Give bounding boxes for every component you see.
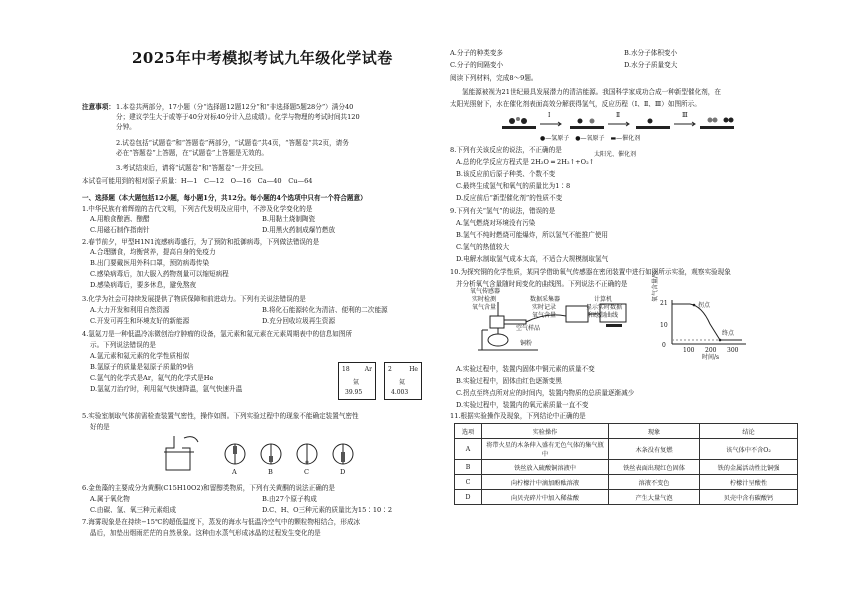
table-cell: 溶液不变色 (609, 475, 700, 490)
air-sample-label: 空气样品 (516, 325, 541, 332)
helium-mass: 4.003 (391, 389, 409, 396)
note-1a: 1.本卷共两部分，17小题（分“选择题12题12分”和“非选择题5题28分”）满分40 (116, 103, 354, 111)
table-cell: 铁丝表面出现红色固体 (609, 460, 700, 475)
chart-y10: 10 (660, 322, 668, 329)
chart-x100: 100 (683, 347, 695, 354)
q6-option-a: A.属于氧化物 (90, 495, 130, 503)
table-header: 结论 (700, 424, 798, 439)
q10-stem-1: 10.为探究铜的化学性质，某同学借助氧气传感器在密闭装置中进行如图所示实验，观察实验现象 (450, 268, 731, 276)
sensor-label-3: 氧气含量 (472, 304, 497, 311)
collector-label-2: 实时记录 (532, 304, 557, 311)
q6-option-d: D.C、H、O三种元素的质量比为15∶10∶2 (262, 506, 393, 514)
sensor-label-2: 实时检测 (472, 296, 497, 303)
table-cell: 柠檬汁呈酸性 (700, 475, 798, 490)
q8-option-d: D.反应前后“新型催化剂”的性质不变 (456, 194, 563, 202)
argon-number: 18 (342, 366, 350, 373)
helium-number: 2 (388, 366, 392, 373)
q9-option-b: B.氢气不纯时燃烧可能爆炸，所以氢气不能推广使用 (456, 231, 609, 239)
chart-x300: 300 (727, 347, 739, 354)
chart-y21: 21 (660, 300, 668, 307)
computer-label: 计算机 (594, 296, 613, 303)
chart-x200: 200 (705, 347, 717, 354)
q2-option-a: A.合理膳食，均衡营养，提高自身的免疫力 (90, 248, 216, 256)
table-header: 选项 (455, 424, 482, 439)
fig5-label-b: B (268, 468, 273, 476)
q2-stem: 2.春节前夕，甲型H1N1流感病毒盛行，为了预防和抵御病毒，下列做法错误的是 (82, 238, 320, 246)
fig5-label-c: C (304, 468, 310, 476)
q9-option-c: C.氢气的热值较大 (456, 243, 510, 251)
q8-option-b: B.该反应前后原子种类、个数不变 (456, 170, 556, 178)
q8-option-c: C.最终生成氢气和氧气的质量比为1∶8 (456, 182, 571, 190)
q9-option-d: D.电解水制取氢气成本太高，不适合大规模制取氢气 (456, 255, 609, 263)
table-cell: 铁丝放入硫酸铜溶液中 (482, 460, 609, 475)
table-row (455, 460, 798, 475)
q2-option-d: D.感染病毒后，要多休息，避免熬夜 (90, 281, 197, 289)
q4-option-b: B.氩原子的质量是氦原子质量的9倍 (90, 363, 194, 371)
q6-option-b: B.由27个原子构成 (262, 495, 317, 503)
collector-label-3: 氧气含量 (532, 312, 557, 319)
table-cell: 向贝壳碎片中加入稀盐酸 (482, 490, 609, 505)
table-cell: 产生大量气泡 (609, 490, 700, 505)
q4-option-c: C.氩气的化学式是Ar，氦气的化学式是He (90, 374, 214, 382)
q10-stem-2: 并分析氧气含量随时间变化的曲线图。下列说法不正确的是 (456, 280, 628, 288)
chart-xlabel: 时间/s (702, 354, 720, 361)
computer-label-3: 和绘制曲线 (588, 312, 619, 319)
q7-option-c: C.分子的间隔变小 (450, 61, 504, 69)
reading-prompt: 阅读下列材料，完成8～9题。 (450, 74, 538, 82)
q5-stem-1: 5.实验室制取气体前需检查装置气密性，操作如图。下列实验过程中的现象不能确定装置气密性 (82, 412, 359, 420)
q7-stem-1: 7.海雾现象是在持续−15℃的超低温度下，蒸发的海水与低温冷空气中的颗粒物相结合，形成冰 (82, 518, 361, 526)
helium-element-card (384, 362, 422, 400)
sensor-label: 氧气传感器 (470, 288, 501, 295)
table-cell: B (455, 460, 482, 475)
table-cell: 铁的金属活动性比铜强 (700, 460, 798, 475)
fig5-label-d: D (340, 468, 346, 476)
q3-option-a: A.大力开发和利用自然资源 (90, 306, 170, 314)
table-header: 实验操作 (482, 424, 609, 439)
q9-option-a: A.氢气燃烧对环境没有污染 (456, 219, 536, 227)
q8-condition: 太阳光、催化剂 (594, 151, 637, 158)
q9-stem: 9.下列有关“氢气”的说法，错误的是 (450, 207, 556, 215)
exam-title: 2025年中考模拟考试九年级化学试卷 (132, 49, 393, 67)
notes-label: 注意事项： (82, 103, 115, 111)
argon-element-card (338, 362, 376, 400)
helium-name: 氦 (399, 379, 406, 386)
reaction-legend: ●—氢原子 ●—氧原子 ▬—催化剂 (540, 135, 641, 142)
turning-point-label: 拐点 (698, 302, 711, 309)
q4-stem-1: 4.氩氦刀是一种低温冷冻微创治疗肿瘤的设备，氩元素和氦元素在元素周期表中的信息如图所 (82, 330, 353, 338)
q7-option-d: D.水分子质量变大 (624, 61, 678, 69)
table-cell: 该气体中不含O₂ (700, 439, 798, 460)
q2-option-b: B.出门要戴医用外科口罩，预防病毒传染 (90, 259, 210, 267)
note-1b: 分；建议学生大于或等于40分对标40分计入总成绩）。化学与物理的考试时间共120 (116, 113, 360, 121)
note-2a: 2.试卷包括“试题卷”和“答题卷”两部分，“试题卷”共4页，“答题卷”共2页，请务 (116, 139, 349, 147)
q1-option-c: C.用磁石制作指南针 (90, 226, 150, 234)
table-row (455, 439, 798, 460)
q10-option-a: A.实验过程中，装置内固体中铜元素的质量不变 (456, 365, 595, 373)
q7-option-b: B.水分子体积变小 (624, 49, 678, 57)
q5-stem-2: 好的是 (90, 423, 110, 431)
step-3-label: Ⅲ (682, 112, 688, 119)
chart-y0: 0 (662, 342, 666, 349)
q1-stem: 1.中华民族有着辉煌的古代文明，下列古代发明及应用中，不涉及化学变化的是 (82, 205, 313, 213)
end-point-label: 终点 (722, 330, 735, 337)
q2-option-c: C.感染病毒后，加大服入药物剂量可以缩短病程 (90, 270, 229, 278)
material-line-2: 太阳光照射下，水在催化剂表面高效分解获得氢气，反应历程（Ⅰ、Ⅱ、Ⅲ）如图所示。 (450, 100, 701, 108)
q11-stem: 11.根据实验操作及现象，下列结论中正确的是 (450, 412, 586, 420)
section1-heading: 一、选择题（本大题包括12小题，每小题1分，共12分。每小题的4个选项中只有一个符合题意） (82, 194, 367, 202)
q10-option-c: C.拐点至终点所对应的时间内，装置内物质的总质量逐渐减少 (456, 389, 635, 397)
copper-label: 铜粉 (520, 340, 533, 347)
table-header-row (455, 424, 798, 439)
table-cell: 向柠檬汁中滴加酚酞溶液 (482, 475, 609, 490)
material-line-1: 氢能源被视为21世纪最具发展潜力的清洁能源。我国科学家成功合成一种新型催化剂，在 (462, 88, 721, 96)
reaction-path-figure (500, 112, 750, 134)
table-header: 现象 (609, 424, 700, 439)
q3-stem: 3.化学为社会可持续发展提供了物质保障和前进动力。下列有关说法错误的是 (82, 295, 306, 303)
q7-stem-2: 晶后，加垫出烟雨茫茫的自然景象。这种由水蒸气形成冰晶的过程发生变化的是 (90, 529, 321, 537)
q1-option-b: B.用黏土烧制陶瓷 (262, 215, 316, 223)
q6-option-c: C.由碳、氢、氧三种元素组成 (90, 506, 177, 514)
table-row (455, 475, 798, 490)
argon-mass: 39.95 (345, 389, 363, 396)
helium-symbol: He (409, 366, 418, 373)
argon-name: 氩 (353, 379, 360, 386)
q6-stem: 6.金鱼藻的主要成分为黄酮(C15H10O2)和留醇类物质，下列有关黄酮的说法正确的是 (82, 484, 336, 492)
fig5-label-a: A (232, 468, 237, 476)
computer-label-2: 显示实时数据 (586, 304, 623, 311)
q4-option-a: A.氩元素和氦元素的化学性质相似 (90, 352, 190, 360)
step-2-label: Ⅱ (616, 112, 621, 119)
note-1c: 分钟。 (116, 123, 136, 131)
q1-option-a: A.用粮食酿酒、酿醋 (90, 215, 150, 223)
table-cell: A (455, 439, 482, 460)
table-cell: C (455, 475, 482, 490)
q3-option-d: D.充分回收垃圾再生资源 (262, 317, 336, 325)
q7-option-a: A.分子的种类变多 (450, 49, 504, 57)
note-2b: 必在“答题卷”上答题，在“试题卷”上答题是无效的。 (116, 149, 268, 157)
q3-option-c: C.开发可再生和环境友好的新能源 (90, 317, 190, 325)
q8-stem: 8.下列有关该反应的说法，不正确的是 (450, 146, 562, 154)
table-cell: 贝壳中含有碳酸钙 (700, 490, 798, 505)
atomic-masses: 本试卷可能用到的相对原子质量：H—1 C—12 O—16 Ca—40 Cu—64 (82, 177, 313, 185)
q4-stem-2: 示。下列说法错误的是 (90, 341, 156, 349)
table-cell: 将带火星的木条伸入盛有无色气体的集气瓶中 (482, 439, 609, 460)
q10-option-d: D.实验过程中，装置内的氧元素质量一直不变 (456, 401, 589, 409)
note-3: 3.考试结束后，请将“试题卷”和“答题卷”一并交回。 (116, 164, 268, 172)
q4-option-d: D.氩氦刀治疗时，利用氦气快速降温，氩气快速升温 (90, 385, 243, 393)
argon-symbol: Ar (364, 366, 372, 373)
table-cell: 木条没有复燃 (609, 439, 700, 460)
collector-label: 数据采集器 (530, 296, 561, 303)
q10-option-b: B.实验过程中，固体由红色逐渐变黑 (456, 377, 562, 385)
chart-ylabel: 氧气含量/% (652, 270, 659, 302)
experiment-table (454, 423, 798, 505)
step-1-label: Ⅰ (548, 112, 551, 119)
table-row (455, 490, 798, 505)
q3-option-b: B.将化石能源转化为清洁、便利的二次能源 (262, 306, 388, 314)
q8-option-a: A.总的化学反应方程式是 2H₂O ═ 2H₂↑+O₂↑ (456, 158, 595, 166)
table-cell: D (455, 490, 482, 505)
q1-option-d: D.用黑火药制成爆竹燃放 (262, 226, 336, 234)
